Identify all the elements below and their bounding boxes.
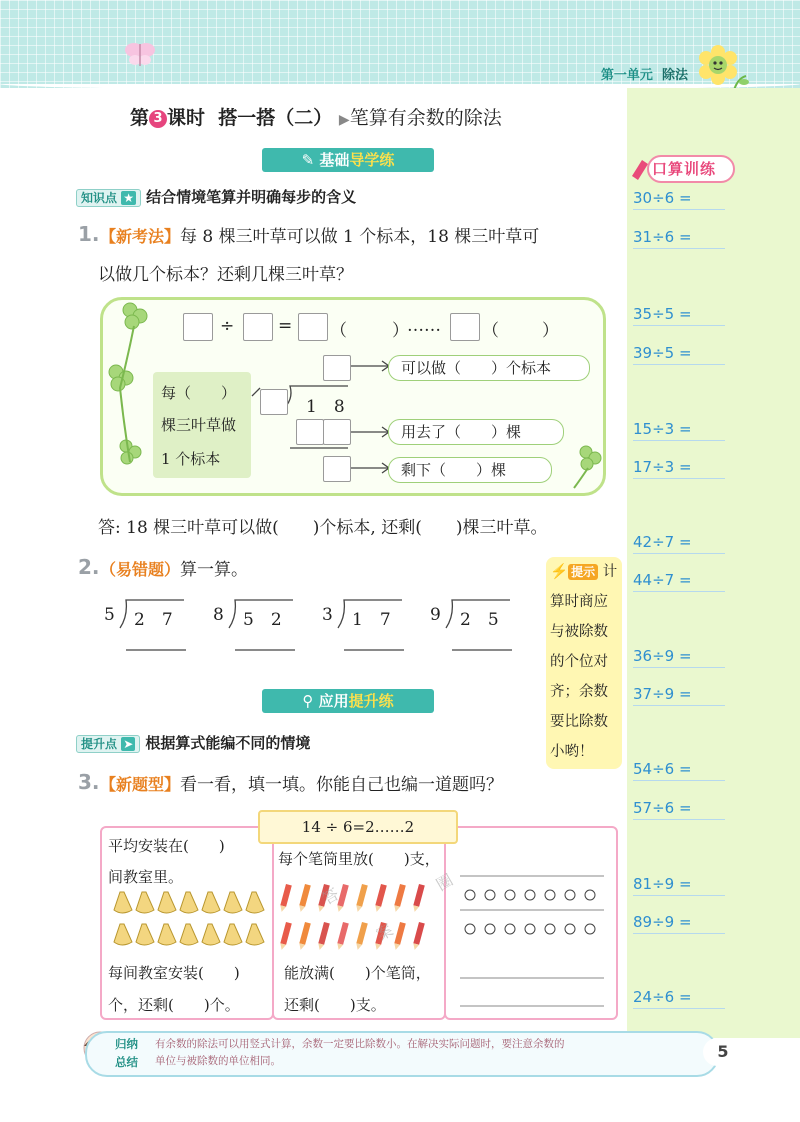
card-line-1: 每（ ）	[161, 384, 237, 402]
tip-line-4: 齐；余数	[550, 684, 608, 700]
tip-line-2: 与被除数	[550, 624, 608, 640]
divisor-box[interactable]	[260, 389, 288, 415]
q2-text: 算一算。	[180, 560, 249, 580]
oral-item[interactable]: 39÷5 =	[633, 344, 692, 362]
card-line-2: 棵三叶草做	[161, 416, 237, 434]
remainder-dots: ……	[407, 316, 441, 336]
section-apply-banner	[262, 689, 434, 713]
q1-line1	[100, 222, 539, 247]
unit-label: 第一单元	[600, 68, 653, 83]
ball-icon	[525, 890, 535, 900]
lesson-subtitle: 笔算有余数的除法	[349, 107, 502, 129]
lesson-title	[130, 103, 502, 130]
card-line-3: 1 个标本	[161, 450, 221, 468]
q2-divisor: 9	[430, 605, 441, 625]
q2-division-bracket	[332, 598, 412, 654]
pill-left: 剩下（ ）棵	[388, 457, 552, 483]
lamp-icon	[136, 924, 154, 945]
oral-answer-line	[633, 478, 725, 479]
left-text-1: 平均安装在( )	[108, 837, 225, 855]
left-text-3: 每间教室安装( )	[108, 964, 240, 982]
q3-equation: 14 ÷ 6=2……2	[258, 810, 458, 844]
mid-text-3: 还剩( )支。	[284, 996, 386, 1014]
advance-point	[76, 732, 310, 753]
ball-icon	[565, 890, 575, 900]
lamp-icon	[158, 892, 176, 913]
oral-answer-line	[633, 364, 725, 365]
oral-answer-line	[633, 440, 725, 441]
advance-tag: 提升点 ➤	[76, 735, 140, 753]
q2-division-bracket	[114, 598, 194, 654]
ball-icon	[565, 924, 575, 934]
oral-item[interactable]: 81÷9 =	[633, 875, 692, 893]
oral-answer-line	[633, 667, 725, 668]
mid-text-1: 每个笔筒里放( )支，	[278, 850, 440, 868]
sunflower-icon	[696, 42, 752, 92]
oral-answer-line	[633, 248, 725, 249]
oral-item[interactable]: 42÷7 =	[633, 533, 692, 551]
summary-box	[85, 1031, 719, 1077]
q2-dividend: 1 7	[352, 610, 391, 630]
left-text-2: 间教室里。	[108, 868, 184, 886]
watermark	[300, 840, 470, 980]
product-box-ones[interactable]	[323, 419, 351, 445]
butterfly-icon	[120, 40, 160, 68]
lamp-icon	[246, 924, 264, 945]
q3-tag: 【新题型】	[100, 775, 181, 794]
lamp-icon	[158, 924, 176, 945]
watermark-char-3: 圈	[432, 870, 457, 895]
page-number: 5	[703, 1038, 743, 1066]
q3-line	[100, 770, 503, 795]
division-sign: ÷	[220, 316, 235, 336]
equals-sign: =	[278, 316, 293, 336]
star-icon: ★	[123, 191, 134, 205]
quotient-unit-close: ）	[392, 321, 409, 341]
answer-box-divisor[interactable]	[243, 313, 273, 341]
q2-division-bracket	[440, 598, 520, 654]
long-division-diagram	[240, 352, 400, 482]
section-apply-highlight: 提升练	[348, 692, 394, 710]
q1-answer: 答: 18 棵三叶草可以做( )个标本, 还剩( )棵三叶草。	[98, 518, 548, 538]
pill-can-make: 可以做（ ）个标本	[388, 355, 590, 381]
pencil-icon	[280, 884, 292, 913]
tip-line-3: 的个位对	[550, 654, 608, 670]
tip-label: 提示	[568, 564, 598, 580]
summary-text-2: 单位与被除数的单位相同。	[155, 1055, 281, 1067]
oral-answer-line	[633, 819, 725, 820]
summary-tag-1: 归纳	[115, 1037, 138, 1051]
tip-box	[546, 557, 622, 769]
mid-text-2: 能放满( )个笔筒，	[284, 964, 431, 982]
oral-answer-line	[633, 895, 725, 896]
pencil-icon: ✎	[301, 151, 315, 169]
ball-icon	[545, 890, 555, 900]
summary-text-1: 有余数的除法可以用竖式计算，余数一定要比除数小。在解决实际问题时，要注意余数的	[155, 1038, 565, 1050]
tip-line-5: 要比除数	[550, 714, 608, 730]
left-text-4: 个，还剩( )个。	[108, 996, 240, 1014]
lamp-icon	[202, 892, 220, 913]
triangle-icon: ▶	[338, 112, 350, 128]
remainder-unit-close: ）	[542, 321, 559, 341]
q1-tag: 【新考法】	[100, 227, 181, 246]
oral-item[interactable]: 36÷9 =	[633, 647, 692, 665]
knowledge-tag: 知识点 ★	[76, 189, 141, 207]
remainder-box[interactable]	[323, 456, 351, 482]
unit-topic: 除法	[661, 68, 688, 83]
oral-answer-line	[633, 591, 725, 592]
tip-line-1: 算时商应	[550, 594, 608, 610]
ball-icon	[505, 924, 515, 934]
clover-decoration-left	[100, 296, 160, 496]
section-basic-plain: 基础	[319, 151, 350, 169]
lesson-prefix: 第	[130, 107, 150, 129]
lamp-icon	[246, 892, 264, 913]
oral-item[interactable]: 44÷7 =	[633, 571, 692, 589]
arrow-icon: ➤	[123, 737, 134, 751]
q1-meaning-card	[153, 372, 251, 478]
q2-divisor: 3	[322, 605, 333, 625]
quotient-unit-open: （	[330, 321, 347, 341]
lesson-number: 3	[149, 110, 167, 128]
oral-item[interactable]: 17÷3 =	[633, 458, 692, 476]
clover-decoration-right	[568, 440, 608, 490]
oral-answer-line	[633, 1008, 725, 1009]
knowledge-text: 结合情境笔算并明确每步的含义	[146, 188, 357, 206]
q3-number: 3.	[78, 770, 100, 794]
lamp-icon	[114, 924, 132, 945]
watermark-char-1: 答	[318, 884, 343, 909]
ball-icon	[485, 924, 495, 934]
oral-item[interactable]: 37÷9 =	[633, 685, 692, 703]
tip-line-0: 计	[602, 564, 618, 580]
oral-item[interactable]: 24÷6 =	[633, 988, 692, 1006]
lesson-topic: 搭一搭（二）	[218, 107, 333, 129]
ball-icon	[485, 890, 495, 900]
advance-text: 根据算式能编不同的情境	[145, 734, 311, 752]
oral-answer-line	[633, 209, 725, 210]
q2-tag: （易错题）	[100, 560, 181, 579]
product-box-tens[interactable]	[296, 419, 324, 445]
q2-number: 2.	[78, 555, 100, 579]
lesson-suffix: 课时	[167, 107, 206, 129]
knowledge-point	[76, 186, 356, 207]
tip-line-6: 小哟！	[550, 744, 594, 760]
dividend-digits: 1 8	[306, 397, 345, 417]
oral-item[interactable]: 15÷3 =	[633, 420, 692, 438]
bolt-icon: ⚡	[550, 564, 569, 580]
section-basic-banner	[262, 148, 434, 172]
lamp-icon	[202, 924, 220, 945]
q1-text-2: 以做几个标本？还剩几棵三叶草？	[98, 265, 353, 285]
quotient-box[interactable]	[323, 355, 351, 381]
oral-answer-line	[633, 705, 725, 706]
oral-training-title: 口算训练	[652, 160, 717, 178]
q2-line	[100, 555, 248, 580]
oral-item[interactable]: 54÷6 =	[633, 760, 692, 778]
lamp-icon	[224, 892, 242, 913]
watermark-char-2: 案	[372, 920, 397, 945]
pencil-icon	[280, 922, 292, 951]
q2-divisor: 8	[213, 605, 224, 625]
ball-icon	[525, 924, 535, 934]
oral-answer-line	[633, 553, 725, 554]
q2-division-bracket	[223, 598, 303, 654]
section-apply-plain: 应用	[318, 692, 349, 710]
answer-box-dividend[interactable]	[183, 313, 213, 341]
pill-used: 用去了（ ）棵	[388, 419, 564, 445]
ball-icon	[585, 890, 595, 900]
ball-icon	[505, 890, 515, 900]
q3-text: 看一看，填一填。你能自己也编一道题吗？	[180, 775, 504, 795]
q2-dividend: 2 5	[460, 610, 499, 630]
q1-number: 1.	[78, 222, 100, 246]
q2-dividend: 5 2	[243, 610, 282, 630]
oral-item[interactable]: 30÷6 =	[633, 189, 692, 207]
lamp-icon	[180, 924, 198, 945]
oral-answer-line	[633, 325, 725, 326]
oral-item[interactable]: 31÷6 =	[633, 228, 692, 246]
magnifier-icon: ⚲	[302, 692, 314, 710]
lamp-icon	[224, 924, 242, 945]
q2-dividend: 2 7	[134, 610, 173, 630]
lamp-icon	[180, 892, 198, 913]
q2-divisor: 5	[104, 605, 115, 625]
answer-box-quotient[interactable]	[298, 313, 328, 341]
oral-item[interactable]: 89÷9 =	[633, 913, 692, 931]
section-basic-highlight: 导学练	[349, 151, 395, 169]
lamp-icon	[114, 892, 132, 913]
ball-icon	[585, 924, 595, 934]
lamp-icons	[104, 888, 268, 950]
oral-item[interactable]: 35÷5 =	[633, 305, 692, 323]
ball-icons	[448, 860, 612, 1010]
unit-title	[601, 64, 688, 83]
answer-box-remainder[interactable]	[450, 313, 480, 341]
lamp-icon	[136, 892, 154, 913]
remainder-unit-open: （	[482, 321, 499, 341]
summary-tag-2: 总结	[115, 1055, 138, 1069]
q1-text-1: 每 8 棵三叶草可以做 1 个标本，18 棵三叶草可	[180, 227, 540, 247]
oral-answer-line	[633, 780, 725, 781]
oral-item[interactable]: 57÷6 =	[633, 799, 692, 817]
oral-answer-line	[633, 933, 725, 934]
ball-icon	[545, 924, 555, 934]
